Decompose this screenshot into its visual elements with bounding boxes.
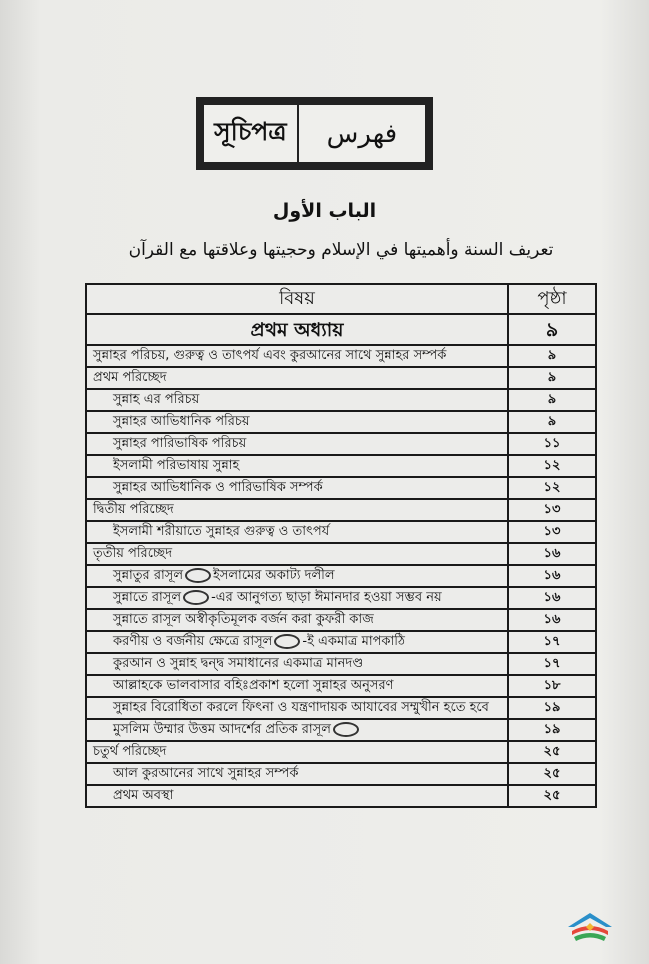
topic-cell [86,609,508,631]
topic-cell [86,455,508,477]
salutation-emblem-icon [185,568,211,583]
topic-text: সুন্নাহর বিরোধিতা করলে ফিৎনা ও যন্ত্রণাদায়ক আযাবের সম্মুখীন হতে হবে [113,700,489,715]
page-number: ৯ [508,389,596,411]
topic-text-continued: -এর আনুগত্য ছাড়া ঈমানদার হওয়া সম্ভব নয় [211,590,442,605]
topic-cell [86,433,508,455]
page-number: ৯ [508,345,596,367]
page-number: ১৬ [508,565,596,587]
chapter-heading: الباب الأول [272,200,377,222]
topic-text: আল্লাহকে ভালবাসার বহিঃপ্রকাশ হলো সুন্নাহর অনুসরণ [113,678,394,693]
page-number: ১২ [508,477,596,499]
page-number: ১৬ [508,587,596,609]
topic-text: সুন্নাহর আভিধানিক ও পারিভাষিক সম্পর্ক [113,480,323,495]
table-row [86,587,596,609]
topic-text: সুন্নাতে রাসূল অস্বীকৃতিমূলক বর্জন করা কুফরী কাজ [113,612,374,627]
topic-text: প্রথম পরিচ্ছেদ [93,370,167,385]
page-number: ১৯ [508,697,596,719]
topic-cell [86,543,508,565]
topic-text: তৃতীয় পরিচ্ছেদ [93,546,173,561]
topic-text: সুন্নাহর আভিধানিক পরিচয় [113,414,250,429]
section-row [86,543,596,565]
title-box [196,97,433,170]
page-number: ৯ [508,411,596,433]
page-column-header: পৃষ্ঠা [508,284,596,314]
table-row [86,653,596,675]
page-number: ১৬ [508,543,596,565]
page-number: ১৭ [508,631,596,653]
topic-cell [86,741,508,763]
page-number: ১১ [508,433,596,455]
topic-cell [86,675,508,697]
table-row [86,565,596,587]
topic-text: সুন্নাহ এর পরিচয় [113,392,200,407]
page-number: ১২ [508,455,596,477]
publisher-logo-icon [564,905,616,945]
page-number: ২৫ [508,785,596,807]
table-row [86,785,596,807]
topic-cell [86,411,508,433]
topic-cell [86,477,508,499]
salutation-emblem-icon [274,634,300,649]
topic-text: সুন্নাতুর রাসূল [113,568,184,583]
section-row [86,741,596,763]
table-row [86,477,596,499]
page-number: ২৫ [508,741,596,763]
page-number: ৯ [508,314,596,345]
table-row [86,675,596,697]
title-arabic: فهرس [326,118,398,149]
topic-text: কুরআন ও সুন্নাহ দ্বন্দ্ব সমাধানের একমাত্র মানদণ্ড [113,656,364,671]
table-row [86,433,596,455]
table-row [86,609,596,631]
contents-table [85,283,597,808]
topic-text: দ্বিতীয় পরিচ্ছেদ [93,502,174,517]
page-number: ৯ [508,367,596,389]
topic-cell [86,345,508,367]
page-number: ১৬ [508,609,596,631]
page-number: ১৭ [508,653,596,675]
topic-text: চতুর্থ পরিচ্ছেদ [93,744,167,759]
topic-text: প্রথম অধ্যায় [250,318,344,341]
table-row [86,697,596,719]
topic-cell [86,653,508,675]
topic-text: করণীয় ও বর্জনীয় ক্ষেত্রে রাসূল [113,634,273,649]
topic-cell [86,631,508,653]
chapter-row [86,314,596,345]
table-row [86,411,596,433]
topic-cell [86,587,508,609]
table-row [86,455,596,477]
topic-cell [86,367,508,389]
table-row [86,719,596,741]
page-number: ১৯ [508,719,596,741]
salutation-emblem-icon [333,722,359,737]
topic-cell [86,697,508,719]
topic-text: আল কুরআনের সাথে সুন্নাহর সম্পর্ক [113,766,299,781]
section-row [86,345,596,367]
chapter-subtitle: تعريف السنة وأهميتها في الإسلام وحجيتها وعلاقتها مع القرآن [128,240,554,260]
table-row [86,521,596,543]
section-row [86,499,596,521]
table-row [86,389,596,411]
topic-text-continued: -ই একমাত্র মাপকাঠি [302,634,405,649]
topic-text: প্রথম অবস্থা [113,788,174,803]
page-number: ১৮ [508,675,596,697]
topic-text: ইসলামী পরিভাষায় সুন্নাহ [113,458,240,473]
topic-cell [86,314,508,345]
topic-cell [86,521,508,543]
topic-cell [86,719,508,741]
table-row [86,631,596,653]
topic-cell [86,785,508,807]
table-row [86,763,596,785]
topic-text-continued: ইসলামের অকাট্য দলীল [213,568,335,583]
page-number: ১৩ [508,499,596,521]
topic-text: ইসলামী শরীয়াতে সুন্নাহর গুরুত্ব ও তাৎপর্য [113,524,330,539]
topic-text: মুসলিম উম্মার উত্তম আদর্শের প্রতিক রাসূল [113,722,331,737]
page-number: ২৫ [508,763,596,785]
page-number: ১৩ [508,521,596,543]
topic-cell [86,389,508,411]
salutation-emblem-icon [183,590,209,605]
topic-cell [86,763,508,785]
section-row [86,367,596,389]
topic-text: সুন্নাতে রাসূল [113,590,182,605]
topic-cell [86,565,508,587]
table-header [86,284,596,314]
topic-text: সুন্নাহর পরিচয়, গুরুত্ব ও তাৎপর্য এবং কুরআনের সাথে সুন্নাহর সম্পর্ক [93,348,447,363]
topic-column-header: বিষয় [86,284,508,314]
topic-text: সুন্নাহর পারিভাষিক পরিচয় [113,436,247,451]
topic-cell [86,499,508,521]
title-bengali: সূচিপত্র [204,105,299,162]
